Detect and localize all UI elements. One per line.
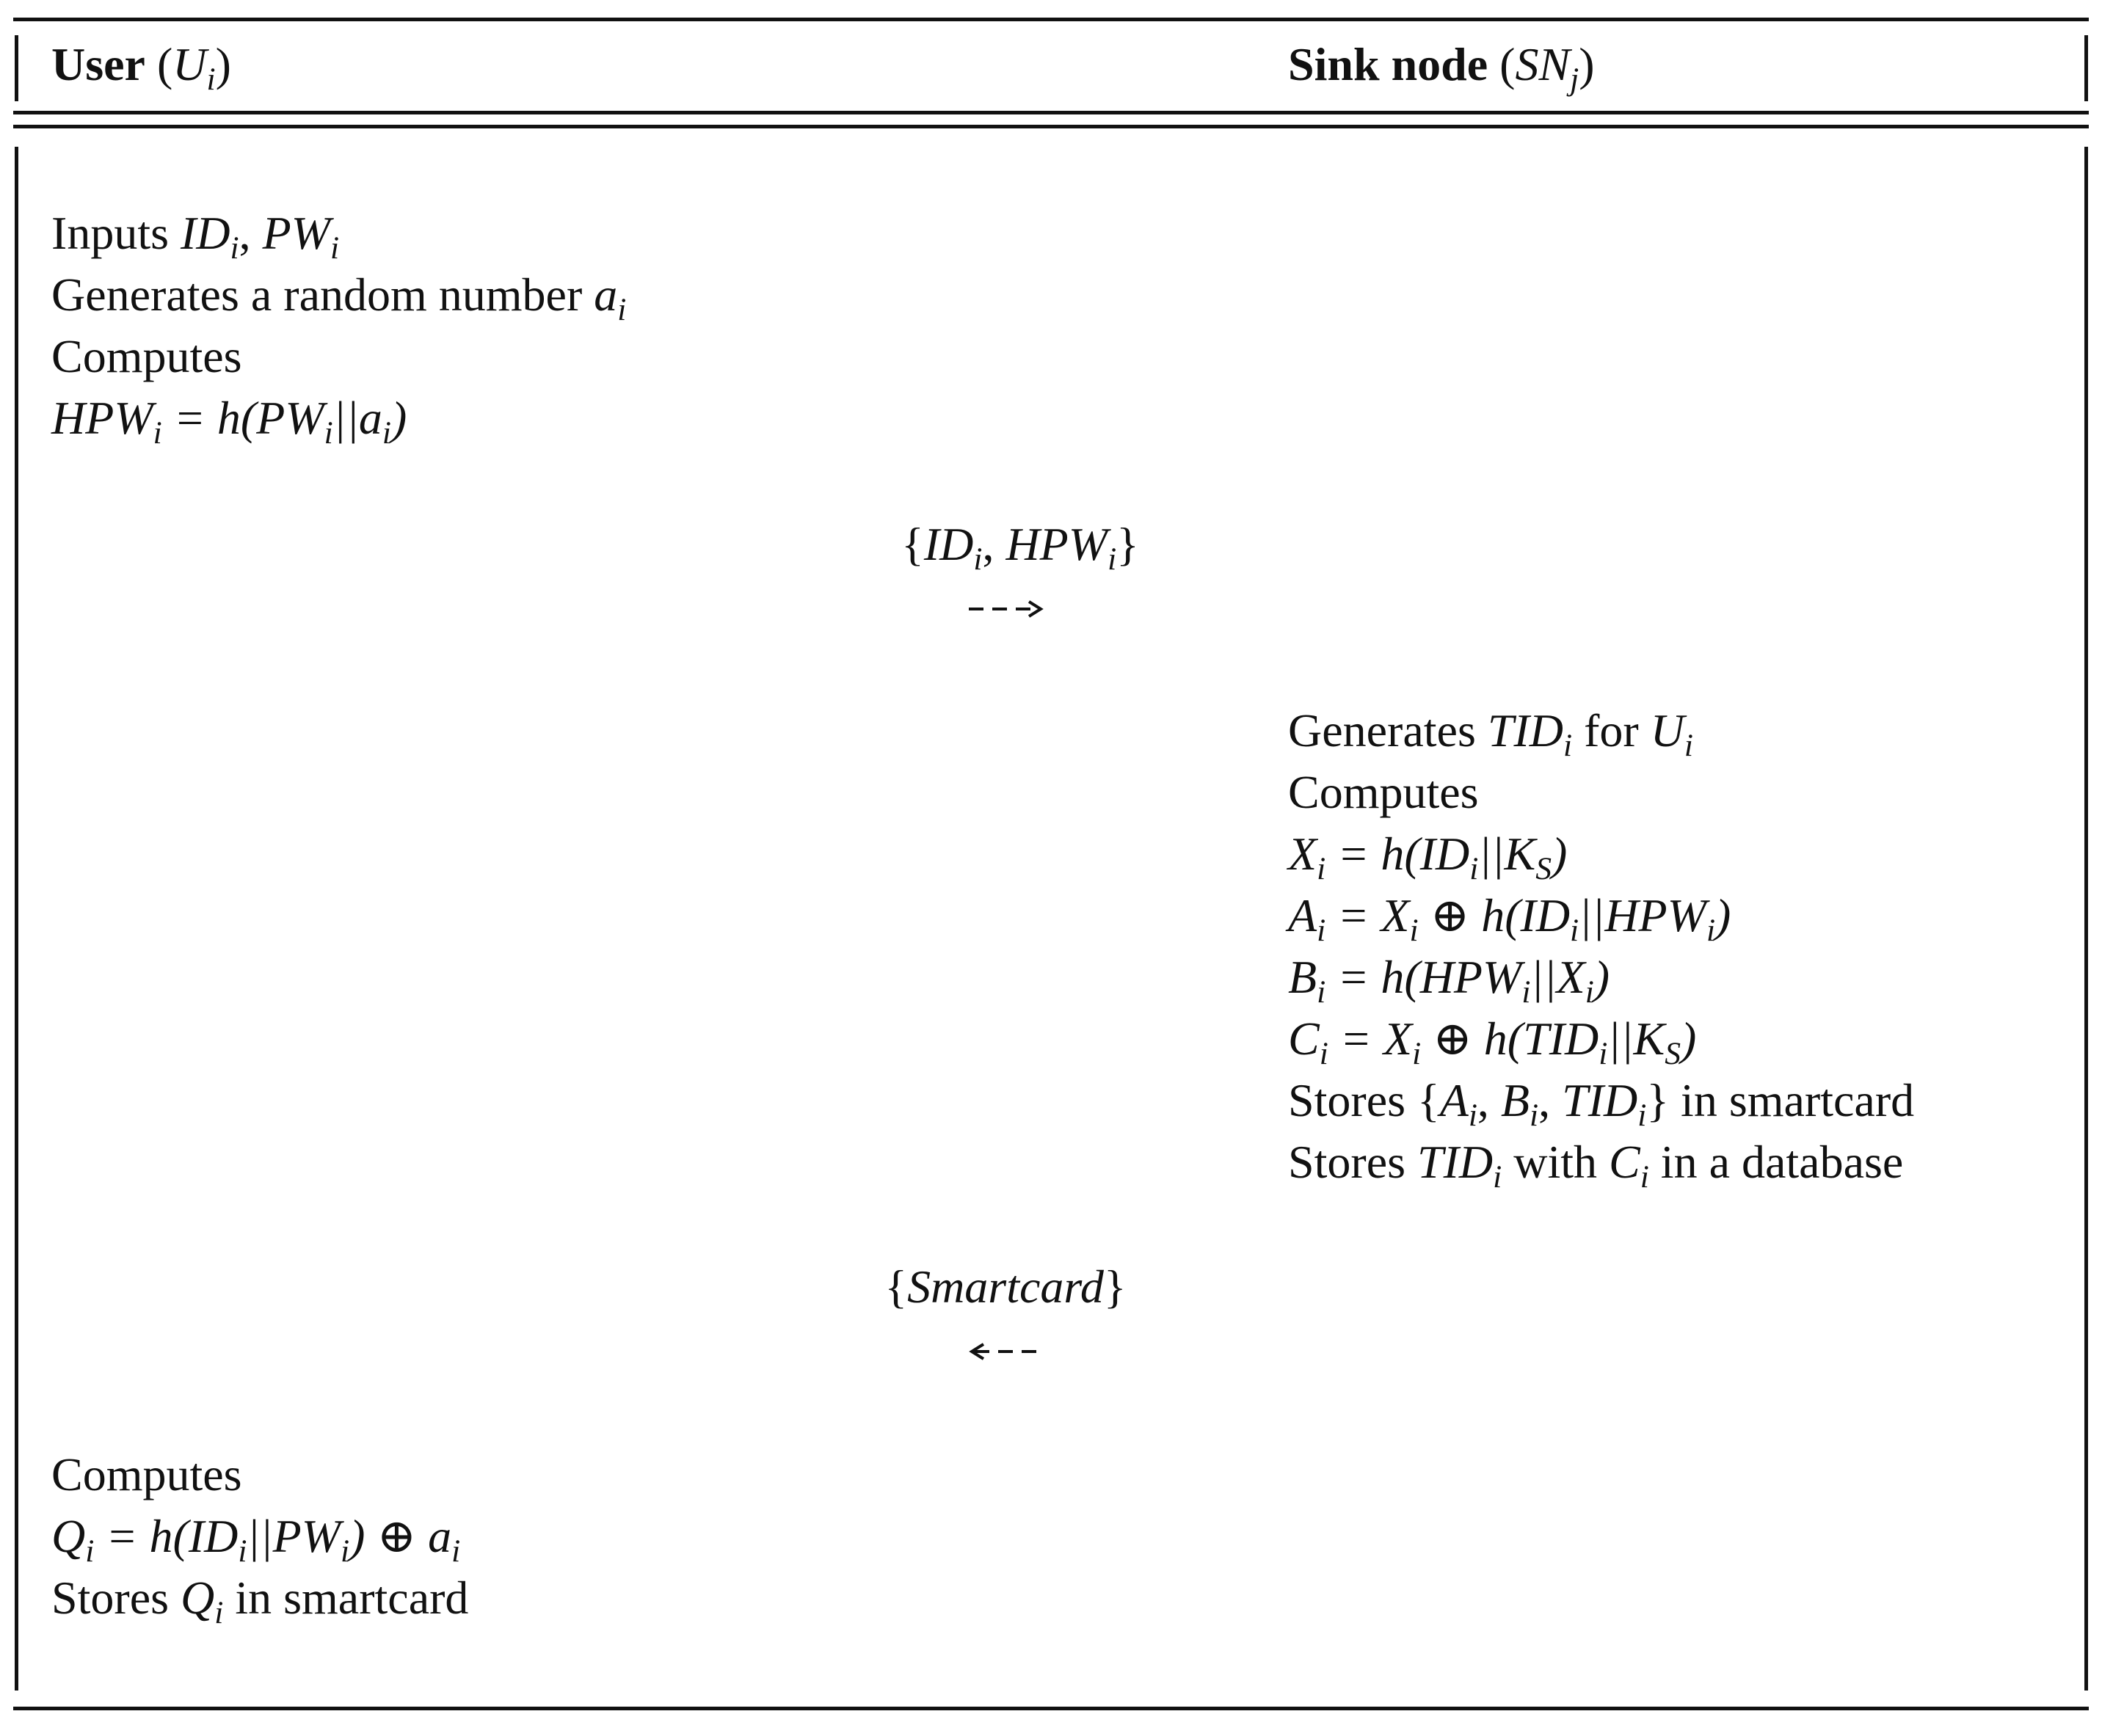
sink-column-header: Sink node $(SN_j)$: [1288, 38, 1595, 98]
inputs-line: Inputs $ID_i$, $PW_i$: [51, 207, 340, 266]
hpw-equation: $HPW_i = h(PW_i||a_i)$: [51, 392, 407, 451]
right-border-header: [2084, 35, 2088, 101]
header-rule-1: [13, 111, 2089, 114]
sink-header-label: Sink node: [1288, 38, 1488, 90]
stores-smartcard-line: Stores {$A_i$, $B_i$, $TID_i$} in smartcard: [1288, 1074, 1915, 1134]
user-computes-line: Computes: [51, 1448, 242, 1500]
sink-process-block: [1288, 700, 1914, 1193]
b-equation: $B_i = h(HPW_i||X_i)$: [1288, 951, 1610, 1010]
a-equation: $A_i = X_i$ ⊕ $h(ID_i||HPW_i)$: [1288, 889, 1731, 949]
q-equation: $Q_i = h(ID_i||PW_i)$ ⊕ $a_i$: [51, 1510, 461, 1569]
user-column-header: User $(U_i)$: [51, 38, 231, 98]
header-rule-2: [13, 125, 2089, 128]
right-border-body: [2084, 147, 2088, 1691]
left-border-body: [15, 147, 18, 1691]
arrow-left-dashed: [967, 1337, 1045, 1366]
computes-line: Computes: [51, 330, 242, 382]
message-id-hpw: {$ID_i$, $HPW_i$}: [901, 518, 1139, 577]
generates-tid-line: Generates $TID_i$ for $U_i$: [1288, 704, 1693, 764]
left-border-header: [15, 35, 18, 101]
bottom-rule: [13, 1707, 2089, 1710]
stores-q-line: Stores $Q_i$ in smartcard: [51, 1572, 469, 1631]
message-smartcard: {Smartcard}: [884, 1261, 1127, 1313]
user-input-block: [51, 203, 626, 449]
user-final-block: [51, 1444, 468, 1629]
random-number-line: Generates a random number $a_i$: [51, 269, 627, 328]
user-header-label: User: [51, 38, 145, 90]
c-equation: $C_i = X_i$ ⊕ $h(TID_i||K_S)$: [1288, 1013, 1697, 1072]
stores-database-line: Stores $TID_i$ with $C_i$ in a database: [1288, 1136, 1904, 1195]
x-equation: $X_i = h(ID_i||K_S)$: [1288, 828, 1568, 887]
arrow-right-dashed: [967, 594, 1045, 624]
top-rule: [13, 18, 2089, 21]
sink-computes-line: Computes: [1288, 766, 1479, 818]
